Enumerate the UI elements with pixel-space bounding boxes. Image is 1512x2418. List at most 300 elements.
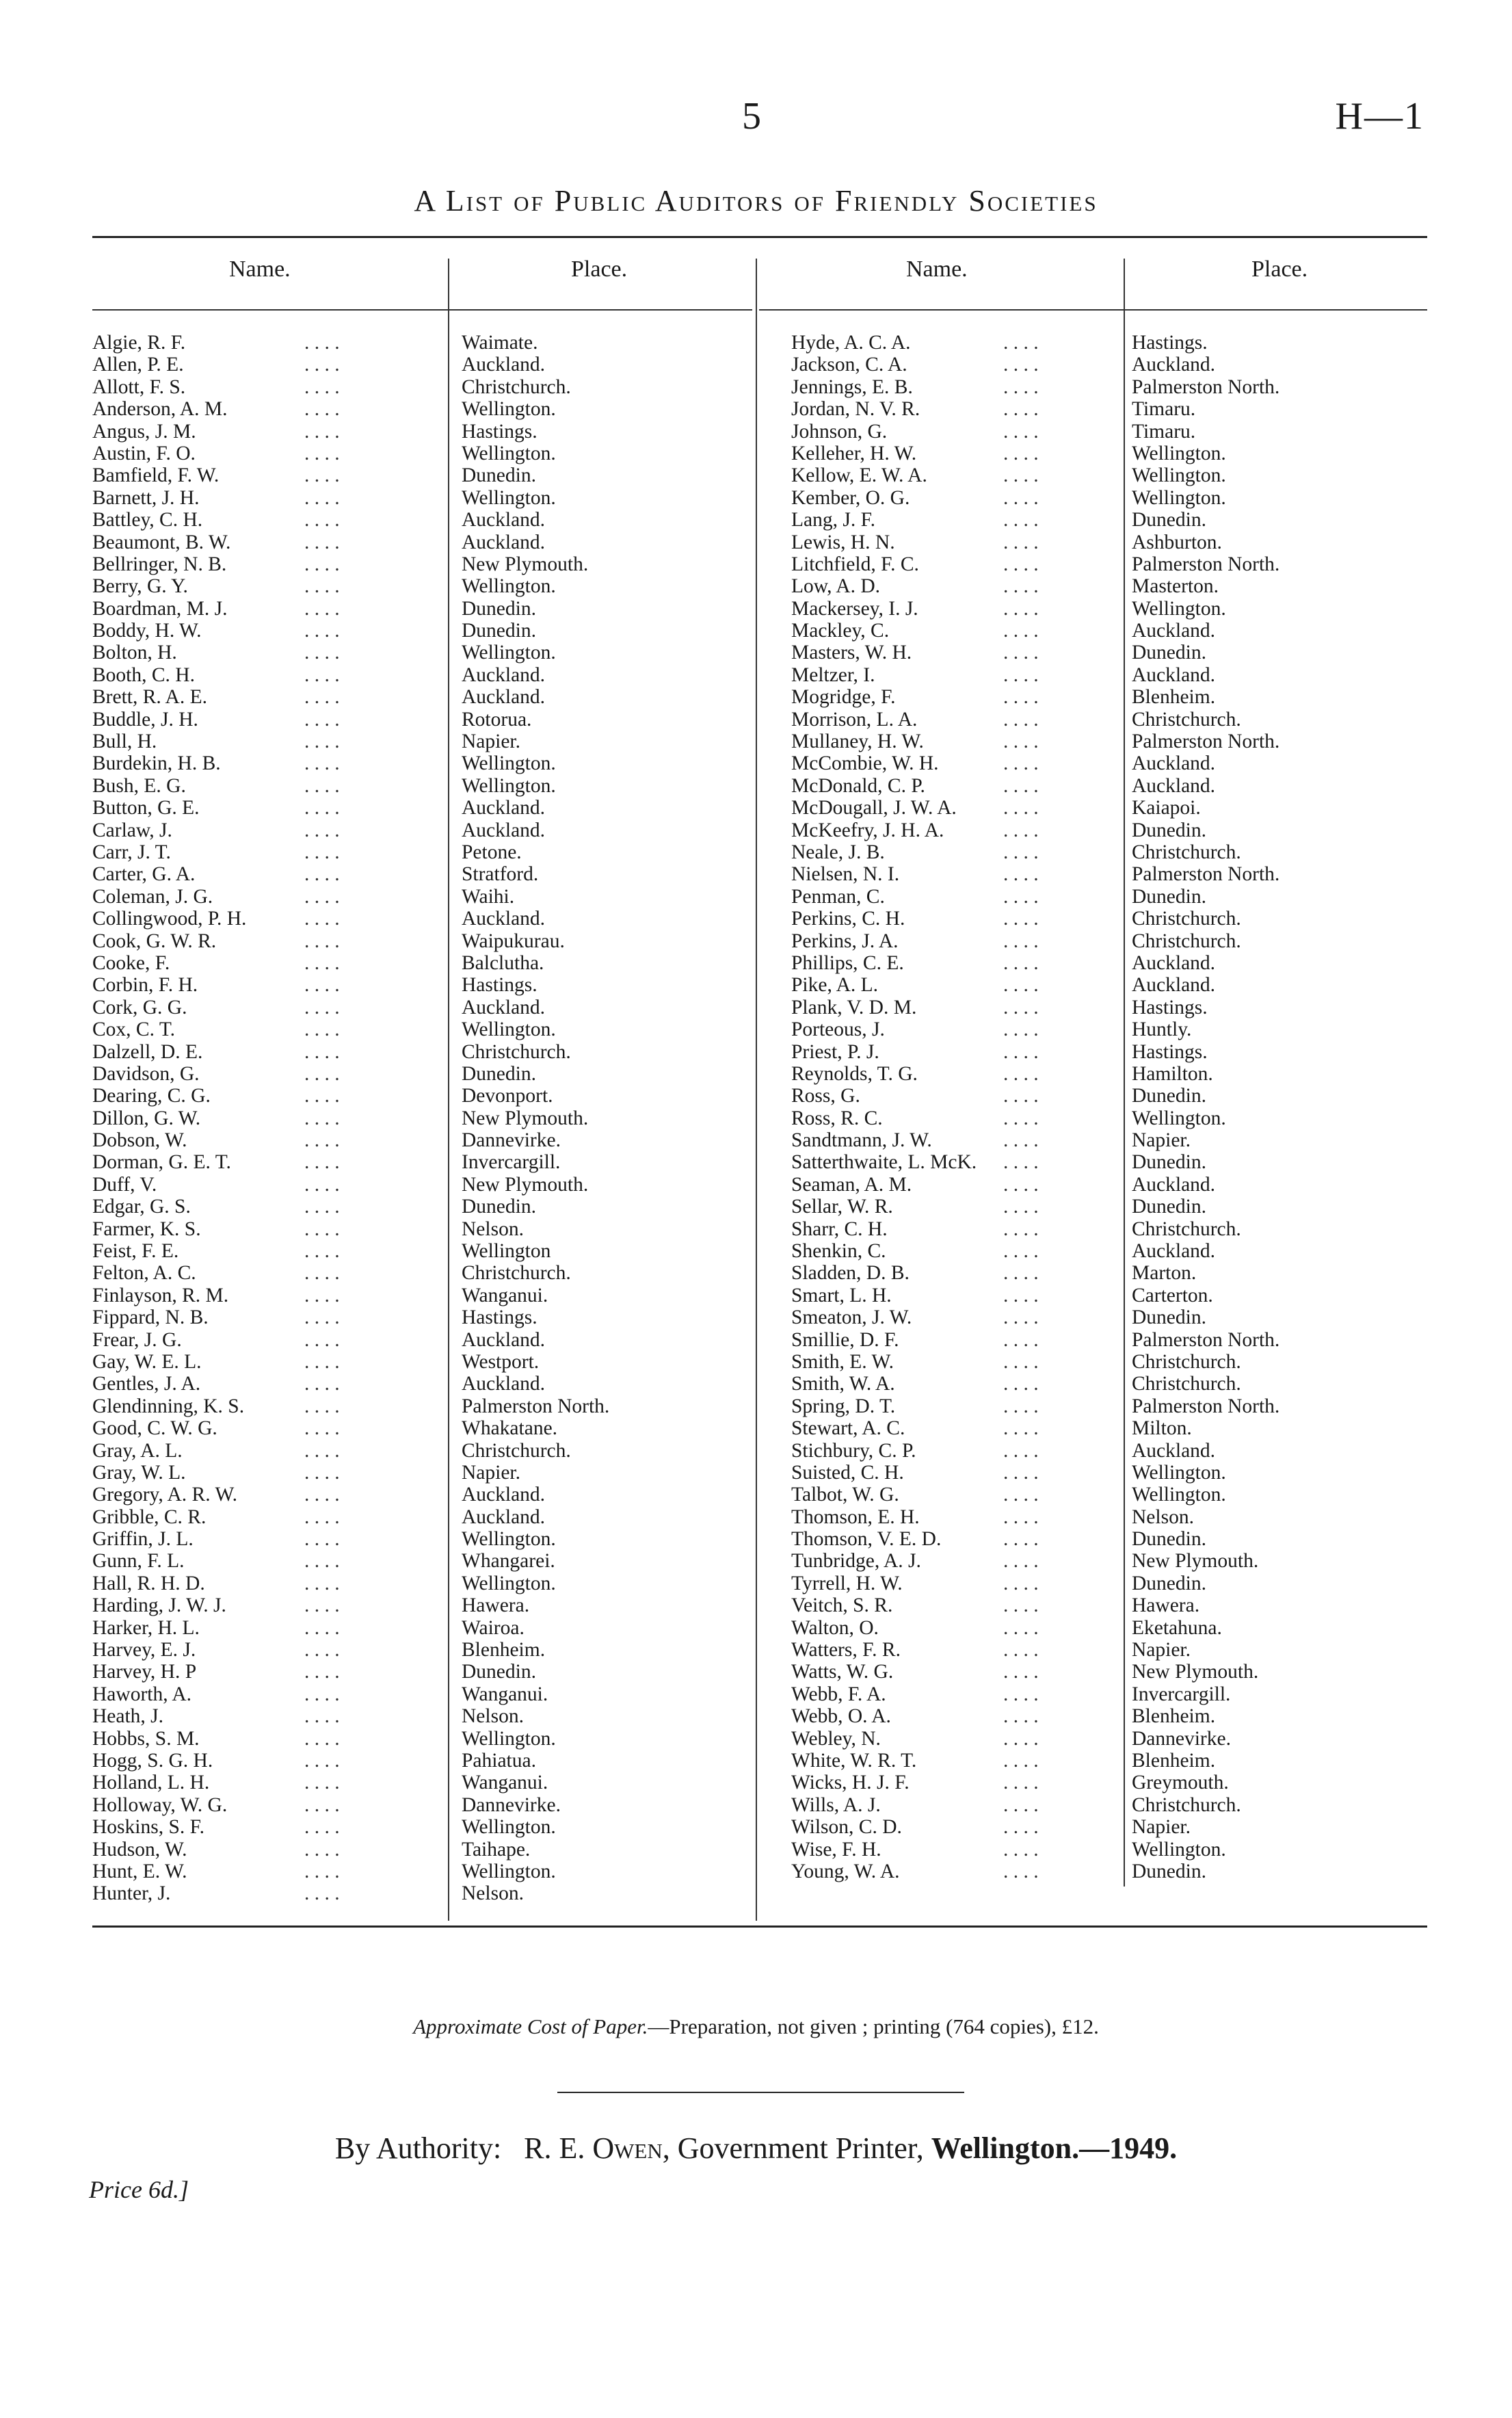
list-item: [791, 1440, 1427, 1462]
leader-dots: . . . .: [304, 1484, 340, 1506]
leader-dots: . . . .: [1003, 885, 1039, 908]
auditor-place: Dunedin.: [1132, 1085, 1206, 1107]
auditor-place: Nelson.: [462, 1882, 524, 1905]
list-item: [791, 1816, 1427, 1838]
leader-dots: . . . .: [304, 1705, 340, 1728]
list-item: [791, 398, 1427, 420]
auditor-place: Christchurch.: [462, 376, 571, 398]
auditor-name: Talbot, W. G.: [791, 1484, 899, 1506]
leader-dots: . . . .: [1003, 1661, 1039, 1683]
leader-dots: . . . .: [304, 1373, 340, 1395]
list-item: [791, 421, 1427, 443]
list-item: [791, 531, 1427, 553]
leader-dots: . . . .: [304, 597, 340, 620]
auditor-place: Dunedin.: [1132, 1528, 1206, 1551]
auditor-place: Wellington.: [1132, 442, 1226, 464]
list-item: [791, 752, 1427, 774]
auditor-place: Wellington.: [462, 1572, 556, 1594]
leader-dots: . . . .: [1003, 774, 1039, 797]
auditor-name: Gray, A. L.: [92, 1439, 183, 1462]
leader-dots: . . . .: [1003, 376, 1039, 398]
auditor-place: Napier.: [1132, 1639, 1191, 1661]
auditor-name: Gentles, J. A.: [92, 1373, 201, 1395]
leader-dots: . . . .: [1003, 575, 1039, 598]
leader-dots: . . . .: [304, 1328, 340, 1351]
list-item: [92, 1772, 749, 1793]
leader-dots: . . . .: [304, 686, 340, 709]
auditor-name: Boddy, H. W.: [92, 620, 202, 642]
list-item: [92, 1019, 749, 1040]
list-item: [92, 1306, 749, 1328]
list-item: [791, 1262, 1427, 1284]
list-item: [791, 1417, 1427, 1439]
leader-dots: . . . .: [1003, 1484, 1039, 1506]
left-auditor-list: [92, 332, 749, 1905]
leader-dots: . . . .: [1003, 1793, 1039, 1816]
auditor-place: Dunedin.: [462, 1661, 536, 1683]
list-item: [791, 620, 1427, 642]
list-item: [92, 819, 749, 841]
auditor-place: Wellington.: [1132, 1484, 1226, 1506]
list-item: [92, 1506, 749, 1528]
leader-dots: . . . .: [1003, 1350, 1039, 1373]
leader-dots: . . . .: [304, 1793, 340, 1816]
auditor-place: Auckland.: [462, 819, 546, 841]
auditor-place: Napier.: [462, 731, 521, 753]
auditor-name: Wise, F. H.: [791, 1838, 881, 1861]
list-item: [791, 1484, 1427, 1506]
auditor-name: Dillon, G. W.: [92, 1107, 201, 1129]
list-item: [92, 997, 749, 1019]
authority-prefix: By Authority:: [334, 2131, 502, 2165]
auditor-name: Buddle, J. H.: [92, 708, 198, 731]
leader-dots: . . . .: [304, 1040, 340, 1063]
leader-dots: . . . .: [1003, 708, 1039, 731]
auditor-place: Auckland.: [462, 686, 546, 709]
auditor-place: Auckland.: [1132, 1173, 1216, 1196]
auditor-place: Auckland.: [1132, 354, 1216, 376]
list-item: [92, 863, 749, 885]
list-item: [92, 1639, 749, 1661]
leader-dots: . . . .: [304, 708, 340, 731]
list-item: [791, 1063, 1427, 1085]
auditor-place: Dannevirke.: [462, 1129, 561, 1152]
leader-dots: . . . .: [1003, 1727, 1039, 1750]
auditor-place: Wellington: [462, 1240, 551, 1263]
auditor-name: Johnson, G.: [791, 420, 888, 443]
list-item: [791, 863, 1427, 885]
auditor-name: Holloway, W. G.: [92, 1793, 228, 1816]
auditor-place: Auckland.: [462, 509, 546, 531]
auditor-name: Litchfield, F. C.: [791, 553, 919, 575]
list-item: [791, 797, 1427, 819]
auditor-place: New Plymouth.: [1132, 1661, 1259, 1683]
leader-dots: . . . .: [304, 752, 340, 775]
auditor-place: New Plymouth.: [462, 553, 589, 575]
leader-dots: . . . .: [304, 620, 340, 642]
auditor-name: Veitch, S. R.: [791, 1594, 893, 1617]
list-item: [791, 686, 1427, 708]
leader-dots: . . . .: [1003, 797, 1039, 819]
list-item: [92, 421, 749, 443]
leader-dots: . . . .: [304, 930, 340, 952]
auditor-place: Wellington.: [1132, 597, 1226, 620]
list-item: [92, 1129, 749, 1151]
list-item: [791, 464, 1427, 486]
auditor-place: Invercargill.: [462, 1151, 561, 1174]
list-item: [791, 952, 1427, 974]
list-item: [92, 1085, 749, 1107]
leader-dots: . . . .: [304, 1506, 340, 1528]
auditor-place: Napier.: [462, 1461, 521, 1484]
auditor-name: Battley, C. H.: [92, 509, 203, 531]
auditor-name: Thomson, V. E. D.: [791, 1528, 942, 1551]
left-heading-rule: [92, 309, 752, 311]
cost-text: —Preparation, not given ; printing (764 copies), £12.: [648, 2014, 1099, 2038]
leader-dots: . . . .: [304, 1284, 340, 1306]
leader-dots: . . . .: [304, 1173, 340, 1196]
auditor-place: Palmerston North.: [1132, 376, 1280, 398]
leader-dots: . . . .: [304, 1639, 340, 1661]
leader-dots: . . . .: [1003, 1772, 1039, 1794]
leader-dots: . . . .: [1003, 531, 1039, 553]
leader-dots: . . . .: [304, 1572, 340, 1594]
auditor-place: Blenheim.: [462, 1639, 546, 1661]
leader-dots: . . . .: [1003, 1528, 1039, 1551]
auditor-name: Kember, O. G.: [791, 486, 910, 509]
auditor-name: Watters, F. R.: [791, 1639, 901, 1661]
auditor-place: Timaru.: [1132, 420, 1196, 443]
list-item: [791, 1129, 1427, 1151]
auditor-place: Auckland.: [1132, 974, 1216, 997]
leader-dots: . . . .: [304, 509, 340, 531]
auditor-place: Wellington.: [1132, 1838, 1226, 1861]
leader-dots: . . . .: [1003, 686, 1039, 709]
list-item: [92, 1373, 749, 1395]
auditor-place: Christchurch.: [462, 1439, 571, 1462]
auditor-place: Blenheim.: [1132, 686, 1216, 709]
list-item: [92, 1351, 749, 1373]
auditor-name: Harvey, H. P: [92, 1661, 197, 1683]
auditor-place: Wellington.: [462, 642, 556, 664]
list-item: [791, 1728, 1427, 1750]
list-item: [92, 1041, 749, 1063]
list-item: [92, 464, 749, 486]
leader-dots: . . . .: [304, 1772, 340, 1794]
document-code: H—1: [1335, 95, 1424, 137]
list-item: [92, 398, 749, 420]
leader-dots: . . . .: [1003, 486, 1039, 509]
auditor-place: Dunedin.: [462, 597, 536, 620]
list-item: [791, 886, 1427, 908]
auditor-place: Auckland.: [1132, 620, 1216, 642]
leader-dots: . . . .: [304, 1107, 340, 1129]
auditor-name: Morrison, L. A.: [791, 708, 918, 731]
auditor-place: Wellington.: [462, 1528, 556, 1551]
leader-dots: . . . .: [304, 1528, 340, 1551]
list-item: [92, 752, 749, 774]
leader-dots: . . . .: [1003, 398, 1039, 421]
auditor-place: Rotorua.: [462, 708, 532, 731]
auditor-place: Eketahuna.: [1132, 1616, 1222, 1639]
auditor-place: Dunedin.: [1132, 1306, 1206, 1329]
leader-dots: . . . .: [304, 841, 340, 863]
list-item: [92, 797, 749, 819]
leader-dots: . . . .: [304, 1306, 340, 1329]
page-number: 5: [742, 95, 761, 137]
auditor-place: Greymouth.: [1132, 1772, 1229, 1794]
auditor-place: Dunedin.: [1132, 1860, 1206, 1882]
auditor-place: Christchurch.: [1132, 930, 1241, 952]
list-item: [791, 1373, 1427, 1395]
list-item: [791, 443, 1427, 464]
auditor-name: Meltzer, I.: [791, 663, 875, 686]
leader-dots: . . . .: [304, 819, 340, 841]
auditor-name: Watts, W. G.: [791, 1661, 894, 1683]
leader-dots: . . . .: [1003, 642, 1039, 664]
auditor-place: Dunedin.: [1132, 885, 1206, 908]
auditor-name: Brett, R. A. E.: [92, 686, 207, 709]
auditor-place: Christchurch.: [1132, 708, 1241, 731]
auditor-place: Christchurch.: [1132, 908, 1241, 930]
leader-dots: . . . .: [1003, 663, 1039, 686]
leader-dots: . . . .: [1003, 1129, 1039, 1152]
auditor-name: Ross, G.: [791, 1085, 860, 1107]
auditor-name: Sellar, W. R.: [791, 1196, 893, 1218]
list-item: [791, 1683, 1427, 1705]
auditor-place: Dunedin.: [1132, 1196, 1206, 1218]
auditor-name: Dearing, C. G.: [92, 1085, 211, 1107]
auditor-name: Gunn, F. L.: [92, 1550, 185, 1573]
right-auditor-list: [791, 332, 1427, 1882]
leader-dots: . . . .: [304, 1240, 340, 1263]
leader-dots: . . . .: [1003, 1173, 1039, 1196]
auditor-place: Auckland.: [1132, 1240, 1216, 1263]
leader-dots: . . . .: [304, 908, 340, 930]
auditor-name: Cooke, F.: [92, 951, 170, 974]
price-note: Price 6d.]: [89, 2176, 189, 2203]
leader-dots: . . . .: [1003, 1616, 1039, 1639]
leader-dots: . . . .: [1003, 1838, 1039, 1861]
list-item: [92, 575, 749, 597]
leader-dots: . . . .: [1003, 420, 1039, 443]
list-item: [92, 642, 749, 663]
auditor-name: Heath, J.: [92, 1705, 164, 1728]
list-item: [791, 376, 1427, 398]
auditor-name: Holland, L. H.: [92, 1772, 210, 1794]
leader-dots: . . . .: [304, 376, 340, 398]
list-item: [791, 1639, 1427, 1661]
list-item: [791, 1705, 1427, 1727]
auditor-name: Stichbury, C. P.: [791, 1439, 916, 1462]
leader-dots: . . . .: [304, 486, 340, 509]
leader-dots: . . . .: [1003, 1550, 1039, 1573]
auditor-place: Christchurch.: [1132, 1350, 1241, 1373]
auditor-name: Wills, A. J.: [791, 1793, 881, 1816]
auditor-place: Palmerston North.: [1132, 1395, 1280, 1417]
auditor-place: Carterton.: [1132, 1284, 1213, 1306]
auditor-name: Lang, J. F.: [791, 509, 876, 531]
auditor-name: Satterthwaite, L. McK.: [791, 1151, 977, 1174]
auditor-name: Corbin, F. H.: [92, 974, 198, 997]
auditor-name: Jackson, C. A.: [791, 354, 907, 376]
leader-dots: . . . .: [304, 1218, 340, 1240]
auditor-place: Auckland.: [1132, 1439, 1216, 1462]
list-item: [791, 575, 1427, 597]
leader-dots: . . . .: [304, 1816, 340, 1839]
leader-dots: . . . .: [304, 464, 340, 487]
leader-dots: . . . .: [304, 1550, 340, 1573]
list-item: [791, 930, 1427, 952]
auditor-name: White, W. R. T.: [791, 1750, 917, 1772]
auditor-place: Auckland.: [462, 797, 546, 819]
auditor-place: Nelson.: [462, 1218, 524, 1240]
leader-dots: . . . .: [304, 797, 340, 819]
auditor-name: Austin, F. O.: [92, 442, 196, 464]
auditor-place: Dunedin.: [1132, 509, 1206, 531]
list-item: [791, 841, 1427, 863]
auditor-name: McDonald, C. P.: [791, 774, 925, 797]
auditor-place: Petone.: [462, 841, 522, 863]
auditor-name: Porteous, J.: [791, 1019, 885, 1041]
auditor-name: Phillips, C. E.: [791, 951, 904, 974]
auditor-name: Thomson, E. H.: [791, 1506, 920, 1528]
auditor-name: Reynolds, T. G.: [791, 1062, 918, 1085]
auditor-name: Perkins, J. A.: [791, 930, 899, 952]
auditor-place: Napier.: [1132, 1816, 1191, 1839]
auditor-place: Wellington.: [462, 1816, 556, 1839]
auditor-place: Huntly.: [1132, 1019, 1192, 1041]
auditor-name: Bolton, H.: [92, 642, 177, 664]
list-item: [791, 1329, 1427, 1351]
auditor-place: Balclutha.: [462, 951, 544, 974]
auditor-name: Mogridge, F.: [791, 686, 896, 709]
list-item: [791, 1285, 1427, 1306]
auditor-name: Berry, G. Y.: [92, 575, 188, 598]
leader-dots: . . . .: [304, 1750, 340, 1772]
leader-dots: . . . .: [1003, 752, 1039, 775]
leader-dots: . . . .: [1003, 908, 1039, 930]
leader-dots: . . . .: [1003, 1240, 1039, 1263]
list-item: [791, 1218, 1427, 1240]
list-item: [791, 974, 1427, 996]
auditor-place: Wellington.: [462, 774, 556, 797]
auditor-name: Smeaton, J. W.: [791, 1306, 912, 1329]
auditor-name: Griffin, J. L.: [92, 1528, 194, 1551]
leader-dots: . . . .: [1003, 1594, 1039, 1617]
list-item: [791, 1528, 1427, 1550]
list-item: [92, 886, 749, 908]
list-item: [791, 1750, 1427, 1772]
auditor-place: New Plymouth.: [462, 1173, 589, 1196]
auditor-name: Bellringer, N. B.: [92, 553, 227, 575]
auditor-place: Wanganui.: [462, 1284, 548, 1306]
page-title: A List of Public Auditors of Friendly Societies: [414, 184, 1098, 218]
leader-dots: . . . .: [1003, 863, 1039, 886]
list-item: [92, 1594, 749, 1616]
auditor-name: Edgar, G. S.: [92, 1196, 191, 1218]
list-item: [92, 1861, 749, 1882]
leader-dots: . . . .: [1003, 354, 1039, 376]
leader-dots: . . . .: [304, 1882, 340, 1905]
list-item: [791, 731, 1427, 752]
auditor-name: Algie, R. F.: [92, 332, 186, 354]
list-item: [92, 620, 749, 642]
auditor-name: Gray, W. L.: [92, 1461, 186, 1484]
auditor-place: Auckland.: [462, 996, 546, 1019]
auditor-place: Wellington.: [462, 442, 556, 464]
auditor-place: Auckland.: [462, 1373, 546, 1395]
list-item: [92, 1882, 749, 1904]
leader-dots: . . . .: [304, 1439, 340, 1462]
auditor-name: Hyde, A. C. A.: [791, 332, 911, 354]
leader-dots: . . . .: [304, 354, 340, 376]
list-item: [791, 1839, 1427, 1861]
auditor-name: Lewis, H. N.: [791, 531, 895, 553]
list-item: [791, 1351, 1427, 1373]
auditor-name: Anderson, A. M.: [92, 398, 228, 421]
leader-dots: . . . .: [1003, 1683, 1039, 1705]
auditor-place: Wellington.: [462, 752, 556, 775]
auditor-name: Bamfield, F. W.: [92, 464, 220, 487]
auditor-name: Pike, A. L.: [791, 974, 879, 997]
list-item: [791, 1196, 1427, 1218]
list-item: [92, 1750, 749, 1772]
leader-dots: . . . .: [1003, 1107, 1039, 1129]
auditor-name: Mackersey, I. J.: [791, 597, 918, 620]
auditor-name: McDougall, J. W. A.: [791, 797, 957, 819]
leader-dots: . . . .: [1003, 1572, 1039, 1594]
auditor-name: Good, C. W. G.: [92, 1417, 217, 1440]
list-item: [92, 1196, 749, 1218]
leader-dots: . . . .: [304, 1616, 340, 1639]
auditor-name: Nielsen, N. I.: [791, 863, 900, 886]
list-item: [791, 1151, 1427, 1173]
leader-dots: . . . .: [1003, 951, 1039, 974]
auditor-place: Hastings.: [462, 974, 538, 997]
leader-dots: . . . .: [304, 1860, 340, 1882]
printer-name: R. E. Owen,: [524, 2131, 670, 2165]
leader-dots: . . . .: [304, 1838, 340, 1861]
auditor-place: Invercargill.: [1132, 1683, 1231, 1705]
auditor-place: Christchurch.: [462, 1040, 571, 1063]
list-item: [92, 509, 749, 531]
leader-dots: . . . .: [1003, 1151, 1039, 1174]
leader-dots: . . . .: [1003, 1196, 1039, 1218]
leader-dots: . . . .: [304, 531, 340, 553]
auditor-place: Auckland.: [462, 354, 546, 376]
auditor-place: Hawera.: [1132, 1594, 1200, 1617]
auditor-place: Dunedin.: [1132, 1151, 1206, 1174]
auditor-place: Dunedin.: [462, 1062, 536, 1085]
list-item: [92, 1063, 749, 1085]
auditor-name: Beaumont, B. W.: [92, 531, 231, 553]
leader-dots: . . . .: [304, 951, 340, 974]
leader-dots: . . . .: [304, 398, 340, 421]
list-item: [791, 553, 1427, 575]
auditor-name: Haworth, A.: [92, 1683, 192, 1705]
list-item: [92, 1816, 749, 1838]
list-item: [92, 664, 749, 686]
auditor-place: Waimate.: [462, 332, 538, 354]
list-item: [791, 1573, 1427, 1594]
auditor-place: Napier.: [1132, 1129, 1191, 1152]
list-item: [791, 1661, 1427, 1683]
right-place-heading: Place.: [1251, 257, 1308, 282]
auditor-place: Auckland.: [462, 1484, 546, 1506]
auditor-name: Glendinning, K. S.: [92, 1395, 245, 1417]
auditor-name: Webley, N.: [791, 1727, 881, 1750]
